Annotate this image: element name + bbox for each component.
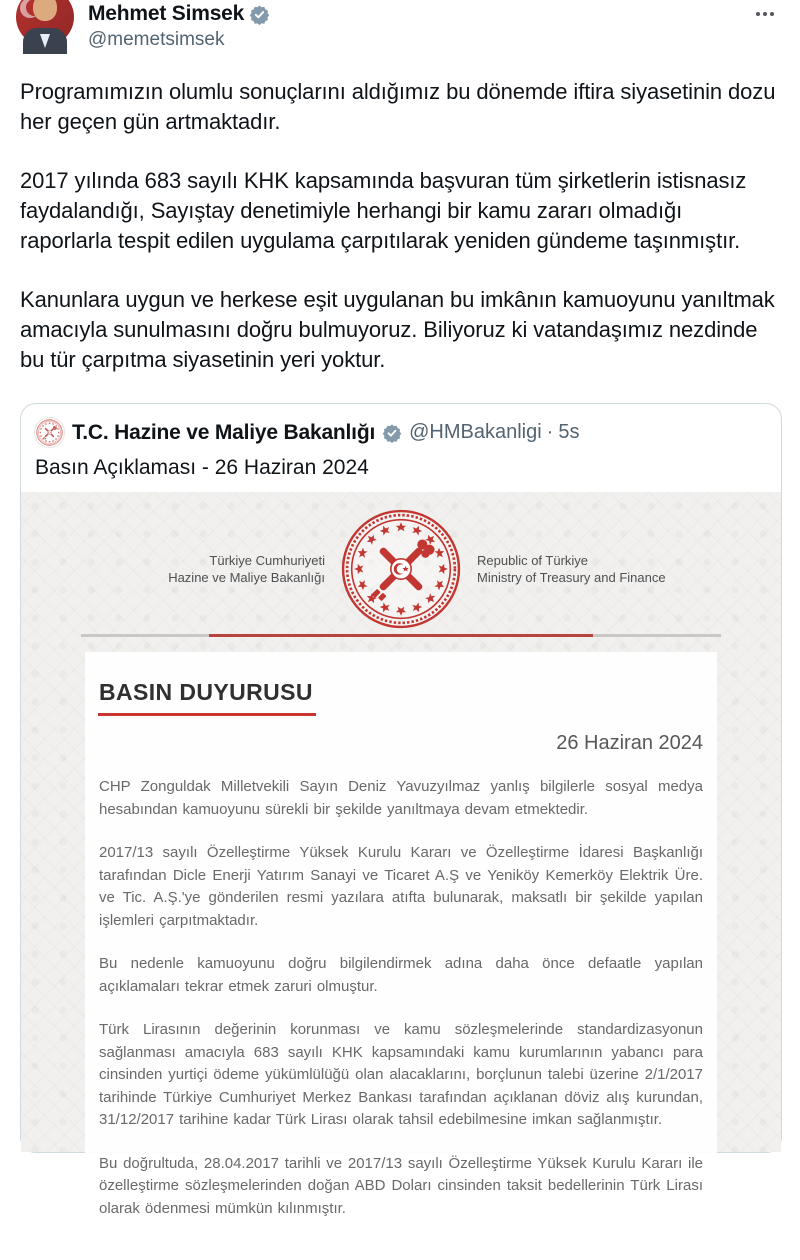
document-paragraph: 2017/13 sayılı Özelleştirme Yüksek Kurulu Kararı ve Özelleştirme İdaresi Başkanlığı tarafından Dicle Enerji Yatırım Sanayi ve Ticaret A.Ş ve Yeniköy Kemerköy Elektrik Üre. ve Tic. A.Ş.'ye gönderilen resmi yazılara atıfta bulunarak, maksatlı bir şekilde yapılan işlemleri çarpıtmaktadır. [99,844,703,929]
quote-author-avatar[interactable] [34,417,65,448]
author-handle[interactable]: @memetsimsek [88,29,225,50]
org-name-turkish: Türkiye Cumhuriyeti Hazine ve Maliye Bakanlığı [168,553,325,585]
document-date: 26 Haziran 2024 [556,732,703,754]
author-block [88,0,270,51]
author-name[interactable]: Mehmet Simsek [88,2,245,25]
document-paragraph: Bu doğrultuda, 28.04.2017 tarihli ve 2017/13 sayılı Özelleştirme Yüksek Kurulu Kararı ile özelleştirme sözleşmelerinden doğan ABD Doları cinsinden taksit bedellerinin Türk Lirası olarak ödenmesi mümkün kılınmıştır. [99,1154,703,1217]
quote-timestamp[interactable]: 5s [558,421,580,443]
tweet-header [0,0,800,51]
document-paragraph: Türk Lirasının değerinin korunması ve kamu sözleşmelerinde standardizasyonun sağlanması amacıyla 683 sayılı KHK kapsamındaki kamu kurumlarının yabancı para cinsinden yurtiçi ödeme yükümlülüğü olan alacaklarını, borçlunun talebi üzerine 2/1/2017 tarihinde Türkiye Cumhuriyet Merkez Bankası tarafından açıklanan döviz alış kurundan, 31/12/2017 tarihine kadar Türk Lirası olarak tahsil edebilmesine imkan sağlanmıştır. [99,1021,703,1128]
tweet-paragraph: Kanunlara uygun ve herkese eşit uygulanan bu imkânın kamuoyunu yanıltmak amacıyla sunulmasını doğru bulmuyoruz. Biliyoruz ki vatandaşımız nezdinde bu tür çarpıtma siyasetinin yeri yoktur. [20,287,775,372]
verified-badge-icon [249,4,270,25]
avatar-face [33,0,57,21]
document-paragraph: Bu nedenle kamuoyunu doğru bilgilendirmek adına daha önce defaatle yapılan açıklamaları tekrar etmek zaruri olmuştur. [99,955,703,995]
letterhead-divider [81,634,721,637]
ministry-emblem-icon [36,419,63,446]
document-body [85,652,717,1260]
document-letterhead [21,492,781,630]
quoted-tweet-card[interactable] [20,403,782,1217]
ministry-emblem-icon [340,508,462,630]
org-name-english: Republic of Türkiye Ministry of Treasury and Finance [477,553,666,585]
tweet-text [0,77,800,375]
quote-author-name[interactable]: T.C. Hazine ve Maliye Bakanlığı [72,420,376,444]
document-title: BASIN DUYURUSU [98,679,316,716]
quote-verified-badge-icon [382,423,402,443]
tweet-paragraph: Programımızın olumlu sonuçlarını aldığımız bu dönemde iftira siyasetinin dozu her geçen gün artmaktadır. [20,79,776,134]
more-menu-icon[interactable] [750,6,780,22]
quote-author-handle[interactable]: @HMBakanligi [409,421,542,443]
quote-header [21,404,781,492]
document-paragraph: CHP Zonguldak Milletvekili Sayın Deniz Yavuzyılmaz yanlış bilgilerle sosyal medya hesabından kamuoyunu sürekli bir şekilde yanıltmaya devam etmektedir. [99,778,703,818]
quote-caption: Basın Açıklaması - 26 Haziran 2024 [35,456,369,479]
author-avatar[interactable] [16,0,74,46]
press-release-image[interactable] [21,492,781,1217]
meta-separator: · [546,421,554,443]
tweet-paragraph: 2017 yılında 683 sayılı KHK kapsamında başvuran tüm şirketlerin istisnasız faydalandığı, Sayıştay denetimiyle herhangi bir kamu zararı olmadığı raporlarla tespit edilen uygulama çarpıtılarak yeniden gündeme taşınmıştır. [20,168,747,253]
